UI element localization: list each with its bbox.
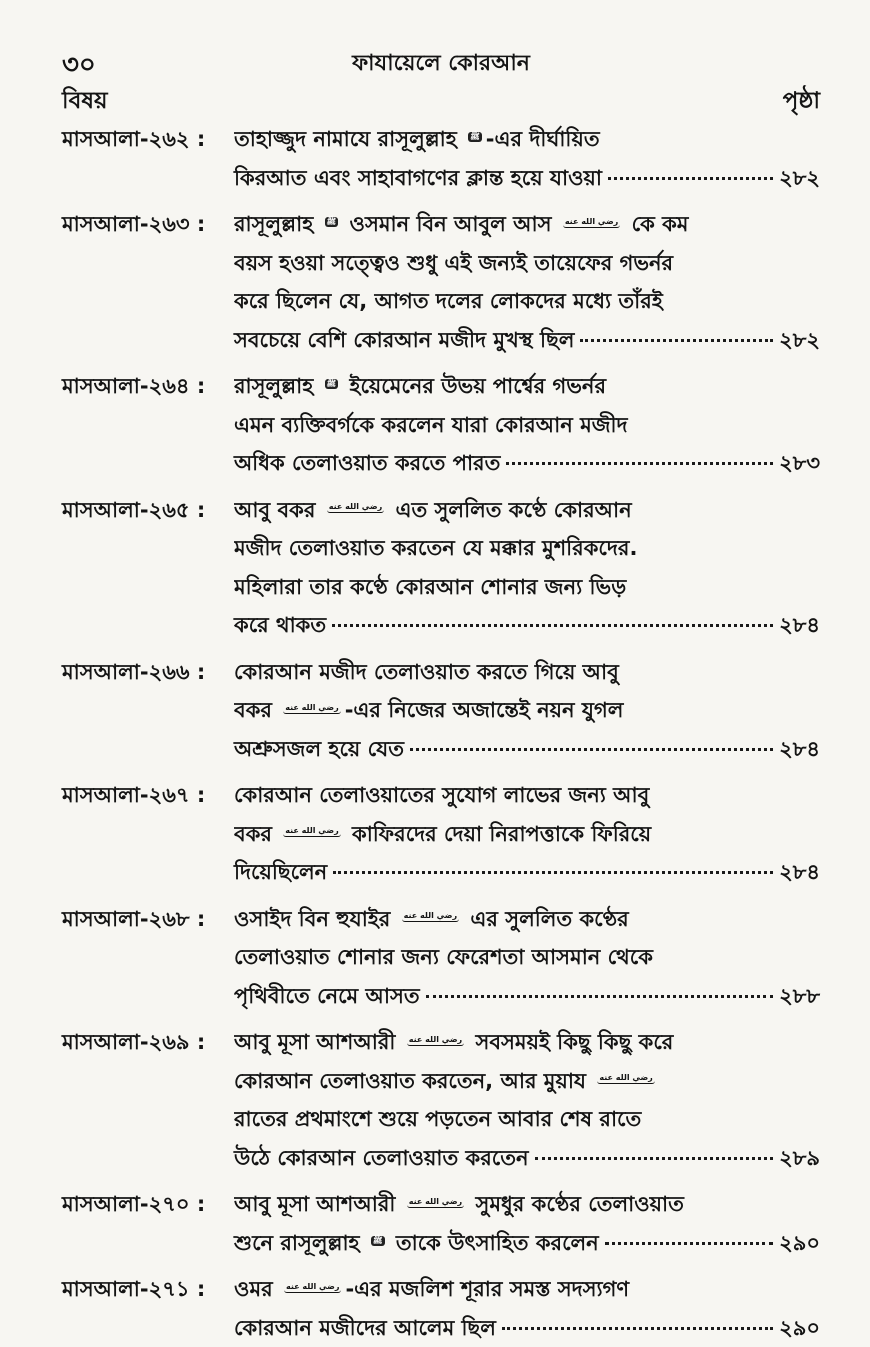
entry-text-line: অধিক তেলাওয়াত করতে পারত <box>234 444 500 483</box>
masala-label: মাসআলা-২৬৪ : <box>62 367 234 483</box>
toc-entry <box>62 776 820 892</box>
entry-body <box>234 1023 820 1177</box>
masala-label: মাসআলা-২৬৯ : <box>62 1023 234 1177</box>
entry-text-line: কোরআন তেলাওয়াত করতেন, আর মুয়ায رضي الله عنه <box>234 1062 820 1101</box>
page-reference: ২৮৪ <box>779 606 820 645</box>
masala-label: মাসআলা-২৭১ : <box>62 1270 234 1347</box>
toc-entry <box>62 1185 820 1262</box>
entry-text-line: আবু মূসা আশআরী رضي الله عنه সবসময়ই কিছু কিছু করে <box>234 1023 820 1062</box>
masala-label: মাসআলা-২৬৩ : <box>62 205 234 359</box>
page-reference: ২৮৪ <box>779 853 820 892</box>
masala-label: মাসআলা-২৬৭ : <box>62 776 234 892</box>
entry-text-line: মহিলারা তার কণ্ঠে কোরআন শোনার জন্য ভিড় <box>234 568 820 607</box>
dot-leader <box>605 1242 773 1245</box>
entry-body <box>234 900 820 1016</box>
toc-entry <box>62 653 820 769</box>
entry-last-line <box>234 159 820 198</box>
book-title: ফাযায়েলে কোরআন <box>62 46 820 83</box>
masala-label: মাসআলা-২৬২ : <box>62 120 234 197</box>
toc-entry <box>62 120 820 197</box>
entry-body <box>234 1270 820 1347</box>
toc-entry <box>62 1270 820 1347</box>
toc-entry <box>62 367 820 483</box>
radiallahu-honorific-mark: رضي الله عنه <box>597 1073 654 1084</box>
page-reference: ২৯০ <box>779 1224 820 1263</box>
entry-text-line: উঠে কোরআন তেলাওয়াত করতেন <box>234 1139 529 1178</box>
page-reference: ২৮৪ <box>779 730 820 769</box>
entry-body <box>234 653 820 769</box>
radiallahu-honorific-mark: رضي الله عنه <box>407 1197 464 1208</box>
entry-text-line: রাসূলুল্লাহ ﷺ ওসমান বিন আবুল আস رضي الله عنه কে কম <box>234 205 820 244</box>
entry-last-line <box>234 1309 820 1347</box>
entry-text-line: তাহাজ্জুদ নামাযে রাসূলুল্লাহ ﷺ -এর দীর্ঘায়িত <box>234 120 820 159</box>
dot-leader <box>608 177 773 180</box>
entry-text-line: অশ্রুসজল হয়ে যেত <box>234 730 404 769</box>
salawat-honorific-mark: ﷺ <box>325 379 339 389</box>
masala-label: মাসআলা-২৭০ : <box>62 1185 234 1262</box>
table-of-contents <box>62 120 820 1347</box>
entry-text-line: রাতের প্রথমাংশে শুয়ে পড়তেন আবার শেষ রাতে <box>234 1100 820 1139</box>
masala-label: মাসআলা-২৬৬ : <box>62 653 234 769</box>
radiallahu-honorific-mark: رضي الله عنه <box>402 911 459 922</box>
entry-text-line: তেলাওয়াত শোনার জন্য ফেরেশতা আসমান থেকে <box>234 938 820 977</box>
toc-entry <box>62 900 820 1016</box>
entry-text-line: বয়স হওয়া সত্ত্বেও শুধু এই জন্যই তায়েফের গভর্নর <box>234 244 820 283</box>
salawat-honorific-mark: ﷺ <box>468 132 482 142</box>
entry-text-line: রাসূলুল্লাহ ﷺ ইয়েমেনের উভয় পার্শ্বের গভর্নর <box>234 367 820 406</box>
entry-last-line <box>234 1139 820 1178</box>
entry-text-line: কোরআন মজীদ তেলাওয়াত করতে গিয়ে আবু <box>234 653 820 692</box>
entry-last-line <box>234 977 820 1016</box>
salawat-honorific-mark: ﷺ <box>325 217 339 227</box>
entry-body <box>234 205 820 359</box>
entry-text-line: শুনে রাসূলুল্লাহ ﷺ তাকে উৎসাহিত করলেন <box>234 1224 599 1263</box>
page-reference: ২৮৯ <box>779 1139 820 1178</box>
radiallahu-honorific-mark: رضي الله عنه <box>563 217 620 228</box>
entry-text-line: করে ছিলেন যে, আগত দলের লোকদের মধ্যে তাঁরই <box>234 282 820 321</box>
page-reference: ২৮৮ <box>779 977 820 1016</box>
radiallahu-honorific-mark: رضي الله عنه <box>283 703 340 714</box>
page-reference: ২৮২ <box>779 159 820 198</box>
toc-entry <box>62 205 820 359</box>
dot-leader <box>502 1327 773 1330</box>
page-number: ৩০ <box>62 44 96 88</box>
running-head <box>62 42 820 82</box>
entry-text-line: করে থাকত <box>234 606 326 645</box>
entry-text-line: ওসাইদ বিন হুযাইর رضي الله عنه এর সুললিত কণ্ঠের <box>234 900 820 939</box>
entry-text-line: কোরআন মজীদের আলেম ছিল <box>234 1309 496 1347</box>
entry-last-line <box>234 1224 820 1263</box>
entry-last-line <box>234 321 820 360</box>
entry-text-line: ওমর رضي الله عنه -এর মজলিশ শূরার সমস্ত সদস্যগণ <box>234 1270 820 1309</box>
dot-leader <box>580 339 773 342</box>
toc-entry <box>62 1023 820 1177</box>
entry-body <box>234 1185 820 1262</box>
toc-entry <box>62 491 820 645</box>
entry-text-line: সবচেয়ে বেশি কোরআন মজীদ মুখস্থ ছিল <box>234 321 574 360</box>
column-headers <box>62 82 820 120</box>
entry-text-line: আবু বকর رضي الله عنه এত সুললিত কণ্ঠে কোরআন <box>234 491 820 530</box>
entry-last-line <box>234 606 820 645</box>
entry-text-line: দিয়েছিলেন <box>234 853 327 892</box>
entry-last-line <box>234 444 820 483</box>
entry-text-line: মজীদ তেলাওয়াত করতেন যে মক্কার মুশরিকদের. <box>234 529 820 568</box>
dot-leader <box>332 624 773 627</box>
entry-body <box>234 491 820 645</box>
entry-text-line: বকর رضي الله عنه কাফিরদের দেয়া নিরাপত্তাকে ফিরিয়ে <box>234 815 820 854</box>
dot-leader <box>333 871 773 874</box>
radiallahu-honorific-mark: رضي الله عنه <box>284 1282 341 1293</box>
entry-text-line: এমন ব্যক্তিবর্গকে করলেন যারা কোরআন মজীদ <box>234 406 820 445</box>
entry-last-line <box>234 730 820 769</box>
salawat-honorific-mark: ﷺ <box>371 1236 385 1246</box>
page-column-header: পৃষ্ঠা <box>783 82 820 121</box>
masala-label: মাসআলা-২৬৫ : <box>62 491 234 645</box>
entry-body <box>234 367 820 483</box>
subject-column-header: বিষয় <box>62 82 108 121</box>
entry-text-line: কিরআত এবং সাহাবাগণের ক্লান্ত হয়ে যাওয়া <box>234 159 602 198</box>
entry-body <box>234 120 820 197</box>
dot-leader <box>535 1157 774 1160</box>
radiallahu-honorific-mark: رضي الله عنه <box>407 1035 464 1046</box>
dot-leader <box>410 748 773 751</box>
entry-text-line: আবু মূসা আশআরী رضي الله عنه সুমধুর কণ্ঠের তেলাওয়াত <box>234 1185 820 1224</box>
entry-body <box>234 776 820 892</box>
entry-last-line <box>234 853 820 892</box>
dot-leader <box>506 462 773 465</box>
entry-text-line: কোরআন তেলাওয়াতের সুযোগ লাভের জন্য আবু <box>234 776 820 815</box>
dot-leader <box>426 995 773 998</box>
page-reference: ২৮২ <box>779 321 820 360</box>
radiallahu-honorific-mark: رضي الله عنه <box>283 826 340 837</box>
entry-text-line: পৃথিবীতে নেমে আসত <box>234 977 420 1016</box>
page-reference: ২৮৩ <box>779 444 820 483</box>
masala-label: মাসআলা-২৬৮ : <box>62 900 234 1016</box>
radiallahu-honorific-mark: رضي الله عنه <box>327 502 384 513</box>
page-reference: ২৯০ <box>779 1309 820 1347</box>
entry-text-line: বকর رضي الله عنه -এর নিজের অজান্তেই নয়ন যুগল <box>234 691 820 730</box>
